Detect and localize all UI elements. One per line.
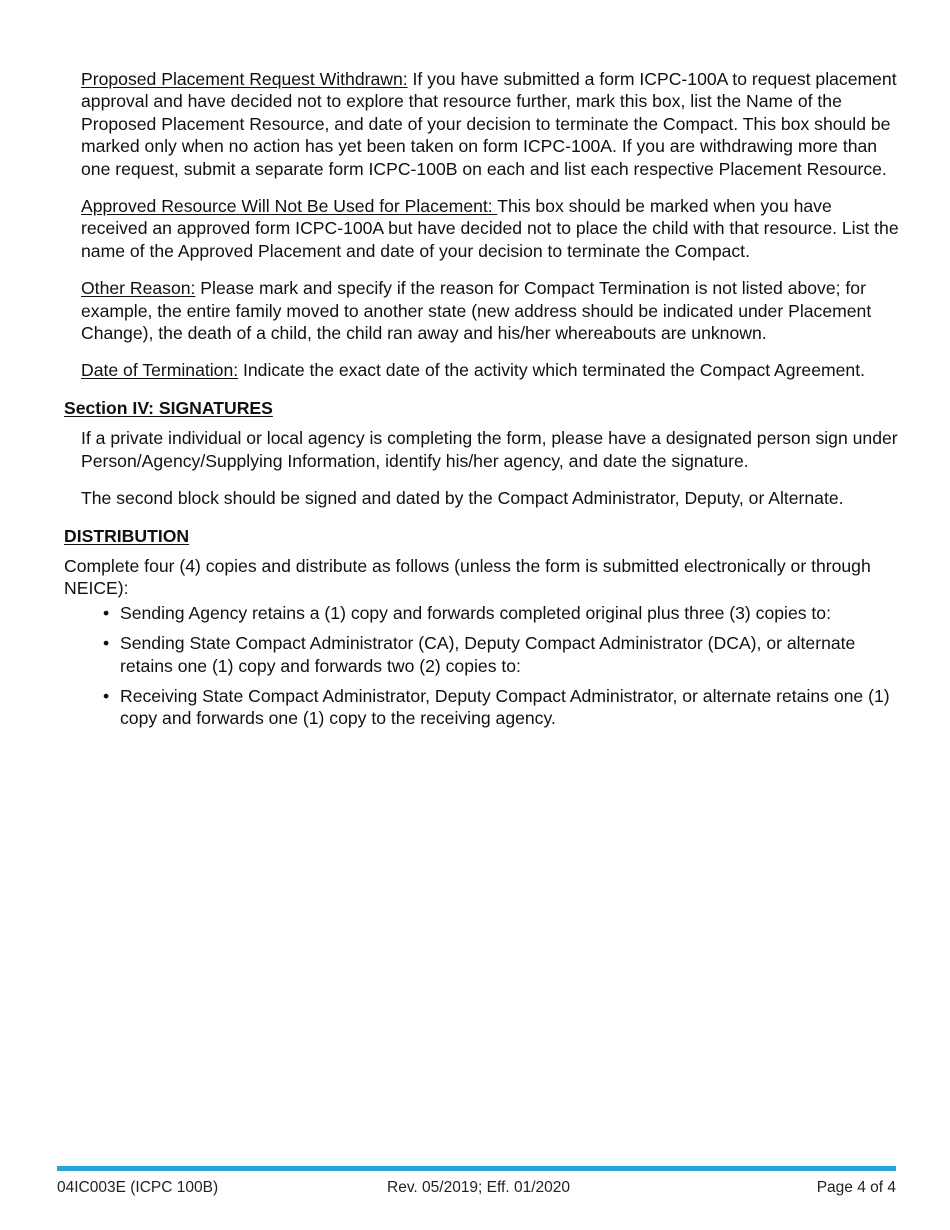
text-request-withdrawn: If you have submitted a form ICPC-100A to request placement approval and have decided not to explore that resource further, mark this box, list the Name of the Proposed Placement Resource, and date of your decision to terminate the Compact. This box should be marked only when no action has yet been taken on form ICPC-100A. If you are withdrawing more than one request, submit a separate form ICPC-100B on each and list each respective Placement Resource. [81, 69, 897, 179]
distribution-item-text: Sending Agency retains a (1) copy and forwards completed original plus three (3) copies to: [120, 602, 831, 623]
label-other-reason: Other Reason: [81, 278, 196, 299]
text-other-reason: Please mark and specify if the reason for Compact Termination is not listed above; for example, the entire family moved to another state (new address should be indicated under Placement Change), the death of a child, the child ran away and his/her whereabouts are unknown. [81, 278, 872, 344]
list-item [103, 632, 900, 677]
list-item [103, 602, 900, 624]
section-signatures-heading: Section IV: SIGNATURES [64, 397, 273, 418]
signatures-paragraph-1: If a private individual or local agency is completing the form, please have a designated person sign under Person/Agency/Supplying Information, identify his/her agency, and date the signature. [81, 428, 898, 471]
distribution-intro: Complete four (4) copies and distribute as follows (unless the form is submitted electronically or through NEICE): [64, 555, 871, 599]
signatures-paragraph-2: The second block should be signed and dated by the Compact Administrator, Deputy, or Alternate. [81, 488, 844, 509]
text-date-of-termination: Indicate the exact date of the activity which terminated the Compact Agreement. [238, 360, 865, 381]
paragraph-request-withdrawn [81, 68, 900, 180]
footer-divider [57, 1166, 896, 1171]
footer-revision: Rev. 05/2019; Eff. 01/2020 [387, 1179, 570, 1196]
paragraph-approved-not-used [81, 195, 900, 262]
distribution-item-text: Receiving State Compact Administrator, Deputy Compact Administrator, or alternate retains one (1) copy and forwards one (1) copy to the receiving agency. [120, 685, 890, 729]
distribution-heading: DISTRIBUTION [64, 525, 190, 546]
footer-page-number: Page 4 of 4 [816, 1179, 896, 1196]
bullet-icon: • [103, 633, 110, 654]
distribution-list [64, 602, 900, 730]
document-body [64, 68, 900, 738]
distribution-item-text: Sending State Compact Administrator (CA), Deputy Compact Administrator (DCA), or alternate retains one (1) copy and forwards two (2) copies to: [120, 633, 856, 676]
list-item [103, 685, 900, 730]
footer-form-id: 04IC003E (ICPC 100B) [57, 1179, 219, 1196]
paragraph-date-of-termination [81, 359, 900, 381]
bullet-icon: • [103, 602, 110, 623]
label-request-withdrawn: Proposed Placement Request Withdrawn: [81, 69, 408, 89]
text-approved-not-used: This box should be marked when you have received an approved form ICPC-100A but have decided not to place the child with that resource. List the name of the Approved Placement and date of your decision to terminate the Compact. [81, 196, 899, 261]
bullet-icon: • [103, 685, 110, 706]
paragraph-other-reason [81, 277, 900, 344]
label-date-of-termination: Date of Termination: [81, 360, 239, 381]
label-approved-not-used: Approved Resource Will Not Be Used for Placement: [81, 196, 498, 217]
